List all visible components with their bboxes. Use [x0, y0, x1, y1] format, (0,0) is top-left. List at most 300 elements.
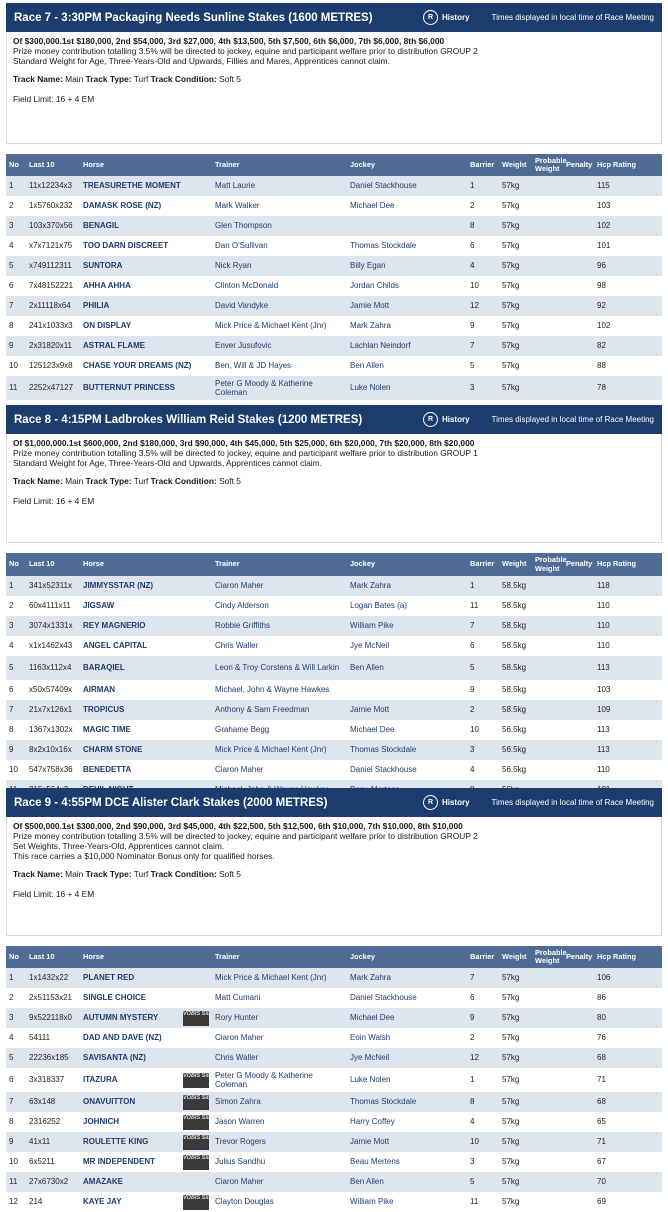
runner-number: 11: [9, 383, 18, 393]
jockey-cell: [347, 1112, 467, 1132]
jockey-name[interactable]: Michael Dee: [350, 725, 395, 735]
jockey-name[interactable]: Luke Nolen: [350, 1075, 391, 1085]
probable-weight: [532, 1152, 563, 1172]
horse-name[interactable]: AMAZAKE: [83, 1177, 123, 1187]
barrier: 9: [470, 1013, 475, 1023]
track-type-value: Turf: [133, 476, 149, 486]
col-header-probable-weight: Probable Weight: [535, 947, 567, 965]
track-name-label: Track Name:: [13, 476, 63, 486]
runner-row: [6, 256, 662, 276]
runner-number: 2: [9, 601, 14, 611]
hcp-rating: 68: [597, 1053, 606, 1063]
condition-line: Standard Weight for Age, Three-Years-Old and Upwards, Fillies and Mares, Apprentices cannot claim.: [13, 56, 390, 66]
trainer-cell: [212, 276, 347, 296]
penalty: [563, 196, 594, 216]
weight: 57kg: [502, 1097, 520, 1107]
runner-number: 4: [9, 641, 14, 651]
horse-name[interactable]: ROULETTE KING: [83, 1137, 149, 1147]
probable-weight: [532, 740, 563, 760]
horse-name[interactable]: BENAGIL: [83, 221, 119, 231]
horse-name[interactable]: SUNTORA: [83, 261, 123, 271]
runner-row: [6, 1008, 662, 1028]
jockey-name[interactable]: William Pike: [350, 621, 394, 631]
horse-cell: [80, 616, 212, 636]
jockey-name[interactable]: Beau Mertens: [350, 1157, 400, 1167]
race-section: [6, 3, 662, 420]
trainer-cell: [212, 1172, 347, 1192]
weight: 57kg: [502, 1197, 520, 1207]
table-header-row: [6, 946, 662, 968]
horse-name[interactable]: ANGEL CAPITAL: [83, 641, 148, 651]
horse-name[interactable]: KAYE JAY: [83, 1197, 122, 1207]
condition-line: Prize money contribution totalling 3.5% will be directed to jockey, equine and participant welfare prior to distribution GROUP 2: [13, 831, 478, 841]
runner-row: [6, 216, 662, 236]
trainer-name[interactable]: Glen Thompson: [215, 221, 272, 231]
barrier: 3: [470, 745, 475, 755]
runner-row: [6, 316, 662, 336]
jockey-name[interactable]: Jamie Mott: [350, 1137, 390, 1147]
barrier: 8: [470, 221, 475, 231]
penalty: [563, 700, 594, 720]
jockey-name[interactable]: Thomas Stockdale: [350, 241, 417, 251]
horse-name[interactable]: BUTTERNUT PRINCESS: [83, 383, 176, 393]
jockey-name[interactable]: Thomas Stockdale: [350, 1097, 417, 1107]
jockey-name[interactable]: Mark Zahra: [350, 321, 391, 331]
jockey-name[interactable]: Ben Allen: [350, 663, 384, 673]
race-header: [6, 3, 662, 32]
last-10-form: 1163x112x4: [29, 663, 72, 673]
trainer-name[interactable]: Simon Zahra: [215, 1097, 261, 1107]
trainer-name[interactable]: Anthony & Sam Freedman: [215, 705, 310, 715]
jockey-cell: [347, 656, 467, 680]
last-10-form: x749112311: [29, 261, 72, 271]
barrier: 4: [470, 261, 475, 271]
track-details: [13, 74, 655, 86]
horse-name[interactable]: ITAZURA: [83, 1075, 118, 1085]
hcp-rating: 71: [597, 1137, 606, 1147]
trainer-name[interactable]: Julius Sandhu: [215, 1157, 266, 1167]
trainer-name[interactable]: Clinton McDonald: [215, 281, 279, 291]
jockey-name[interactable]: Mark Zahra: [350, 973, 391, 983]
barrier: 7: [470, 973, 475, 983]
jockey-cell: [347, 356, 467, 376]
trainer-cell: [212, 1152, 347, 1172]
jockey-cell: [347, 316, 467, 336]
runner-number: 10: [9, 1157, 18, 1167]
hcp-rating: 106: [597, 973, 611, 983]
horse-name[interactable]: CHARM STONE: [83, 745, 143, 755]
jockey-name[interactable]: Michael Dee: [350, 201, 395, 211]
jockey-name[interactable]: Logan Bates (a): [350, 601, 407, 611]
col-header-no: No: [9, 159, 19, 169]
jockey-name[interactable]: Thomas Stockdale: [350, 745, 417, 755]
trainer-name[interactable]: David Vandyke: [215, 301, 269, 311]
horse-cell: [80, 680, 212, 700]
penalty: [563, 216, 594, 236]
history-button[interactable]: [423, 10, 470, 25]
condition-line: This race carries a $10,000 Nominator Bonus only for qualified horses.: [13, 851, 275, 861]
jockey-name[interactable]: Harry Coffey: [350, 1117, 395, 1127]
jockey-cell: [347, 1092, 467, 1112]
horse-name[interactable]: MAGIC TIME: [83, 725, 131, 735]
runner-row: [6, 336, 662, 356]
vobis-silver-badge: VOBIS SILVER: [183, 1155, 209, 1170]
track-name-label: Track Name:: [13, 74, 63, 84]
weight: 57kg: [502, 221, 520, 231]
horse-name[interactable]: DAD AND DAVE (NZ): [83, 1033, 162, 1043]
probable-weight: [532, 1192, 563, 1212]
col-header-probable-weight: Probable Weight: [535, 155, 567, 173]
horse-name[interactable]: AHHA AHHA: [83, 281, 131, 291]
weight: 57kg: [502, 993, 520, 1003]
horse-name[interactable]: CHASE YOUR DREAMS (NZ): [83, 361, 192, 371]
track-condition-label: Track Condition:: [150, 476, 217, 486]
jockey-name[interactable]: Jye McNeil: [350, 641, 390, 651]
trainer-name[interactable]: Matt Cumani: [215, 993, 261, 1003]
horse-cell: [80, 276, 212, 296]
horse-cell: [80, 1028, 212, 1048]
barrier: 6: [470, 993, 475, 1003]
field-table: [6, 154, 662, 420]
trainer-cell: [212, 1192, 347, 1212]
runner-row: [6, 700, 662, 720]
weight: 58.5kg: [502, 601, 527, 611]
trainer-name[interactable]: Leon & Troy Corstens & Will Larkin: [215, 663, 340, 673]
jockey-name[interactable]: Daniel Stackhouse: [350, 181, 417, 191]
runner-number: 4: [9, 1033, 14, 1043]
last-10-form: 41x11: [29, 1137, 51, 1147]
penalty: [563, 576, 594, 596]
barrier: 5: [470, 1177, 475, 1187]
hcp-rating: 110: [597, 601, 610, 611]
jockey-name[interactable]: Michael Dee: [350, 1013, 395, 1023]
jockey-cell: [347, 296, 467, 316]
hcp-rating: 86: [597, 993, 606, 1003]
penalty: [563, 236, 594, 256]
trainer-name[interactable]: Grahame Begg: [215, 725, 270, 735]
trainer-name[interactable]: Ciaron Maher: [215, 1033, 264, 1043]
last-10-form: 11x12234x3: [29, 181, 72, 191]
probable-weight: [532, 176, 563, 196]
horse-name[interactable]: AUTUMN MYSTERY: [83, 1013, 159, 1023]
history-label: History: [441, 798, 470, 807]
runner-number: 10: [9, 765, 18, 775]
runner-row: [6, 1152, 662, 1172]
race-header: [6, 788, 662, 817]
trainer-cell: [212, 760, 347, 780]
penalty: [563, 1192, 594, 1212]
horse-cell: [80, 1152, 222, 1172]
probable-weight: [532, 296, 563, 316]
penalty: [563, 256, 594, 276]
hcp-rating: 70: [597, 1177, 606, 1187]
jockey-cell: [347, 1008, 467, 1028]
barrier: 10: [470, 281, 479, 291]
runner-number: 3: [9, 1013, 14, 1023]
probable-weight: [532, 636, 563, 656]
col-header-barrier: Barrier: [470, 951, 495, 961]
trainer-cell: [212, 1048, 347, 1068]
penalty: [563, 356, 594, 376]
col-header-penalty: Penalty: [566, 159, 593, 169]
col-header-trainer: Trainer: [215, 159, 240, 169]
trainer-name[interactable]: Chris Waller: [215, 1053, 259, 1063]
runner-number: 2: [9, 993, 14, 1003]
track-type-value: Turf: [133, 869, 149, 879]
horse-name[interactable]: BENEDETTA: [83, 765, 132, 775]
hcp-rating: 110: [597, 621, 610, 631]
weight: 57kg: [502, 1033, 520, 1043]
trainer-name[interactable]: Mick Price & Michael Kent (Jnr): [215, 745, 327, 755]
jockey-cell: [347, 576, 467, 596]
jockey-cell: [347, 256, 467, 276]
track-type-value: Turf: [133, 74, 149, 84]
horse-name[interactable]: JIMMYSSTAR (NZ): [83, 581, 154, 591]
field-table: [6, 946, 662, 1212]
col-header-trainer: Trainer: [215, 951, 240, 961]
weight: 58.5kg: [502, 641, 527, 651]
trainer-name[interactable]: Robbie Griffiths: [215, 621, 270, 631]
penalty: [563, 176, 594, 196]
trainer-name[interactable]: Nick Ryan: [215, 261, 252, 271]
jockey-name[interactable]: Daniel Stackhouse: [350, 993, 417, 1003]
history-button[interactable]: [423, 412, 470, 427]
runner-number: 11: [9, 1177, 18, 1187]
prize-money: Of $1,000,000.1st $600,000, 2nd $180,000, 3rd $90,000, 4th $45,000, 5th $25,000, 6th $20,000, 7th $20,000, 8th $20,000: [13, 438, 475, 448]
penalty: [563, 1008, 594, 1028]
weight: 57kg: [502, 1177, 520, 1187]
penalty: [563, 720, 594, 740]
jockey-name[interactable]: Jordan Childs: [350, 281, 399, 291]
jockey-cell: [347, 680, 467, 700]
jockey-cell: [347, 1132, 467, 1152]
jockey-name[interactable]: William Pike: [350, 1197, 394, 1207]
race-conditions: [6, 817, 662, 936]
penalty: [563, 1132, 594, 1152]
trainer-name[interactable]: Clayton Douglas: [215, 1197, 274, 1207]
horse-cell: [80, 196, 212, 216]
horse-cell: [80, 720, 212, 740]
trainer-cell: [212, 1028, 347, 1048]
jockey-name[interactable]: Ben Allen: [350, 1177, 384, 1187]
trainer-cell: [212, 216, 347, 236]
vobis-silver-badge: VOBIS SILVER: [183, 1115, 209, 1130]
horse-cell: [80, 1048, 212, 1068]
horse-name[interactable]: JIGSAW: [83, 601, 115, 611]
col-header-barrier: Barrier: [470, 559, 495, 569]
horse-name[interactable]: JOHNICH: [83, 1117, 120, 1127]
horse-name[interactable]: REY MAGNERIO: [83, 621, 146, 631]
col-header-last10: Last 10: [29, 159, 55, 169]
col-header-jockey: Jockey: [350, 951, 376, 961]
jockey-name[interactable]: Eoin Walsh: [350, 1033, 391, 1043]
timezone-note: Times displayed in local time of Race Meeting: [491, 415, 654, 424]
trainer-name[interactable]: Jason Warren: [215, 1117, 265, 1127]
horse-cell: [80, 1068, 222, 1092]
runner-row: [6, 988, 662, 1008]
probable-weight: [532, 968, 563, 988]
col-header-no: No: [9, 559, 19, 569]
horse-name[interactable]: TOO DARN DISCREET: [83, 241, 169, 251]
history-button[interactable]: [423, 795, 470, 810]
history-icon: R: [423, 795, 438, 810]
condition-line: Standard Weight for Age, Three-Years-Old and Upwards, Apprentices cannot claim.: [13, 458, 322, 468]
jockey-cell: [347, 1048, 467, 1068]
probable-weight: [532, 988, 563, 1008]
weight: 57kg: [502, 241, 520, 251]
horse-name[interactable]: ONAVUITTON: [83, 1097, 136, 1107]
trainer-cell: [212, 740, 347, 760]
jockey-name[interactable]: Mark Zahra: [350, 581, 391, 591]
weight: 57kg: [502, 201, 520, 211]
horse-name[interactable]: DAMASK ROSE (NZ): [83, 201, 162, 211]
trainer-name[interactable]: Mick Price & Michael Kent (Jnr): [215, 973, 327, 983]
hcp-rating: 65: [597, 1117, 606, 1127]
weight: 57kg: [502, 973, 520, 983]
runner-number: 5: [9, 663, 14, 673]
horse-cell: [80, 236, 212, 256]
horse-name[interactable]: ASTRAL FLAME: [83, 341, 146, 351]
horse-name[interactable]: PLANET RED: [83, 973, 135, 983]
last-10-form: 2x11118x64: [29, 301, 71, 311]
runner-row: [6, 760, 662, 780]
probable-weight: [532, 1028, 563, 1048]
weight: 58.5kg: [502, 685, 527, 695]
hcp-rating: 96: [597, 261, 606, 271]
hcp-rating: 88: [597, 361, 606, 371]
jockey-cell: [347, 1068, 467, 1092]
track-type-label: Track Type:: [85, 476, 132, 486]
penalty: [563, 988, 594, 1008]
probable-weight: [532, 276, 563, 296]
timezone-note: Times displayed in local time of Race Meeting: [491, 13, 654, 22]
trainer-name[interactable]: Ben, Will & JD Hayes: [215, 361, 292, 371]
hcp-rating: 103: [597, 685, 611, 695]
horse-name[interactable]: AIRMAN: [83, 685, 115, 695]
weight: 57kg: [502, 261, 520, 271]
last-10-form: 27x6730x2: [29, 1177, 69, 1187]
horse-name[interactable]: TREASURETHE MOMENT: [83, 181, 181, 191]
trainer-name[interactable]: Peter G Moody & Katherine Coleman: [215, 1070, 313, 1089]
runner-row: [6, 740, 662, 760]
trainer-cell: [212, 296, 347, 316]
trainer-cell: [212, 636, 347, 656]
barrier: 4: [470, 1117, 475, 1127]
track-name-value: Main: [65, 869, 84, 879]
trainer-name[interactable]: Enver Jusufovic: [215, 341, 272, 351]
race-section: [6, 788, 662, 1212]
track-condition-value: Soft 5: [219, 869, 241, 879]
hcp-rating: 115: [597, 181, 610, 191]
horse-name[interactable]: PHILIA: [83, 301, 110, 311]
horse-cell: [80, 596, 212, 616]
race-title: Race 7 - 3:30PM Packaging Needs Sunline Stakes (1600 METRES): [14, 11, 373, 24]
trainer-name[interactable]: Rory Hunter: [215, 1013, 259, 1023]
col-header-hcp: Hcp Rating: [597, 159, 637, 169]
last-10-form: 9x522118x0: [29, 1013, 72, 1023]
penalty: [563, 1152, 594, 1172]
jockey-cell: [347, 616, 467, 636]
hcp-rating: 76: [597, 1033, 606, 1043]
barrier: 6: [470, 641, 475, 651]
trainer-name[interactable]: Michael, John & Wayne Hawkes: [215, 685, 330, 695]
probable-weight: [532, 1112, 563, 1132]
horse-cell: [80, 1008, 222, 1028]
trainer-name[interactable]: Dan O'Sullivan: [215, 241, 268, 251]
jockey-cell: [347, 176, 467, 196]
probable-weight: [532, 236, 563, 256]
horse-cell: [80, 1112, 222, 1132]
trainer-name[interactable]: Ciaron Maher: [215, 1177, 264, 1187]
horse-cell: [80, 656, 212, 680]
race-conditions: [6, 32, 662, 144]
runner-row: [6, 356, 662, 376]
last-10-form: 214: [29, 1197, 43, 1207]
col-header-weight: Weight: [502, 559, 527, 569]
jockey-name[interactable]: Lachlan Neindorf: [350, 341, 411, 351]
jockey-name[interactable]: Billy Egan: [350, 261, 386, 271]
track-name-value: Main: [65, 74, 84, 84]
weight: 57kg: [502, 341, 520, 351]
probable-weight: [532, 720, 563, 740]
field-limit: Field Limit: 16 + 4 EM: [13, 889, 95, 899]
horse-name[interactable]: SAVISANTA (NZ): [83, 1053, 146, 1063]
trainer-name[interactable]: Ciaron Maher: [215, 765, 264, 775]
jockey-name[interactable]: Daniel Stackhouse: [350, 765, 417, 775]
trainer-name[interactable]: Ciaron Maher: [215, 581, 264, 591]
horse-name[interactable]: MR INDEPENDENT: [83, 1157, 156, 1167]
col-header-jockey: Jockey: [350, 159, 376, 169]
trainer-cell: [212, 988, 347, 1008]
horse-name[interactable]: ON DISPLAY: [83, 321, 132, 331]
last-10-form: 6x5211: [29, 1157, 55, 1167]
barrier: 6: [470, 241, 475, 251]
jockey-cell: [347, 236, 467, 256]
probable-weight: [532, 1132, 563, 1152]
col-header-barrier: Barrier: [470, 159, 495, 169]
trainer-name[interactable]: Mark Walker: [215, 201, 260, 211]
hcp-rating: 101: [597, 241, 611, 251]
jockey-name[interactable]: Jamie Mott: [350, 301, 390, 311]
weight: 58.5kg: [502, 663, 527, 673]
jockey-name[interactable]: Jye McNeil: [350, 1053, 390, 1063]
probable-weight: [532, 656, 563, 680]
horse-name[interactable]: TROPICUS: [83, 705, 125, 715]
horse-name[interactable]: BARAQIEL: [83, 663, 125, 673]
jockey-name[interactable]: Jamie Mott: [350, 705, 390, 715]
jockey-name[interactable]: Ben Allen: [350, 361, 384, 371]
last-10-form: 54111: [29, 1033, 51, 1043]
barrier: 9: [470, 321, 475, 331]
trainer-name[interactable]: Peter G Moody & Katherine Coleman: [215, 378, 313, 397]
horse-name[interactable]: SINGLE CHOICE: [83, 993, 147, 1003]
trainer-name[interactable]: Chris Waller: [215, 641, 259, 651]
vobis-silver-badge: VOBIS SILVER: [183, 1095, 209, 1110]
trainer-name[interactable]: Cindy Alderson: [215, 601, 269, 611]
penalty: [563, 740, 594, 760]
trainer-name[interactable]: Matt Laurie: [215, 181, 256, 191]
probable-weight: [532, 760, 563, 780]
horse-cell: [80, 968, 212, 988]
runner-row: [6, 1172, 662, 1192]
jockey-cell: [347, 1172, 467, 1192]
trainer-name[interactable]: Mick Price & Michael Kent (Jnr): [215, 321, 327, 331]
prize-money: Of $500,000.1st $300,000, 2nd $90,000, 3rd $45,000, 4th $22,500, 5th $12,500, 6th $10,000, 7th $10,000, 8th $10,000: [13, 821, 463, 831]
penalty: [563, 636, 594, 656]
jockey-name[interactable]: Luke Nolen: [350, 383, 391, 393]
trainer-name[interactable]: Trevor Rogers: [215, 1137, 266, 1147]
hcp-rating: 118: [597, 581, 610, 591]
